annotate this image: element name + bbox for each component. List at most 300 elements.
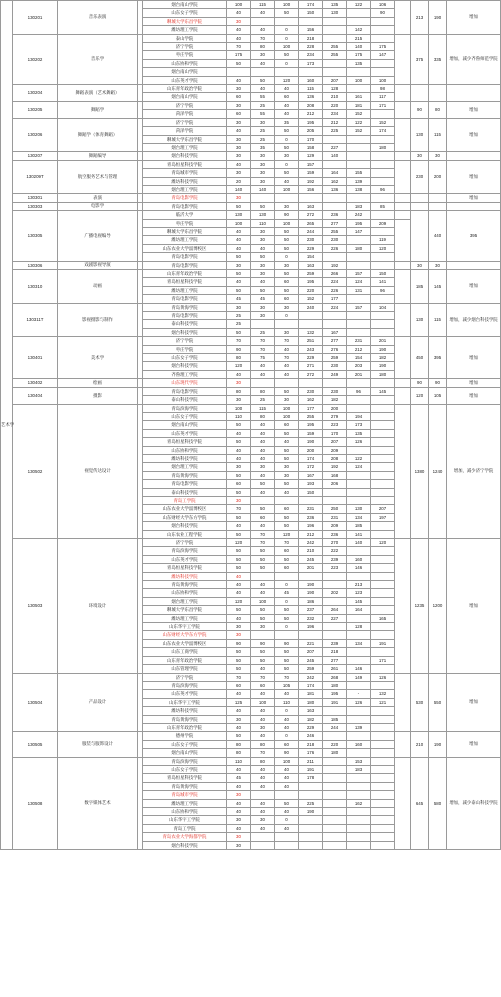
table-row <box>1 732 501 740</box>
value-cell: 153 <box>347 757 371 765</box>
value-cell: 50 <box>251 648 275 656</box>
value-cell: 174 <box>299 454 323 462</box>
value-cell: 50 <box>227 438 251 446</box>
value-cell: 40 <box>227 765 251 773</box>
major-name-cell: 舞蹈编导 <box>58 152 138 160</box>
value-cell <box>299 791 323 799</box>
value-cell <box>371 782 395 790</box>
table-row <box>1 387 501 395</box>
value-cell: 40 <box>227 446 251 454</box>
value-cell <box>371 665 395 673</box>
value-cell: 25 <box>251 127 275 135</box>
school-name-cell: 青岛滨海学院 <box>143 681 227 689</box>
plan-total-cell: 90 <box>411 101 429 118</box>
school-name-cell: 聊城大学东昌学院 <box>143 135 227 143</box>
major-name-cell: 音乐表演 <box>58 1 138 35</box>
value-cell: 30 <box>227 85 251 93</box>
value-cell: 237 <box>299 606 323 614</box>
value-cell: 125 <box>227 698 251 706</box>
value-cell: 40 <box>275 774 299 782</box>
school-name-cell: 山东管理学院 <box>143 665 227 673</box>
school-name-cell: 烟台南山学院 <box>143 68 227 76</box>
value-cell <box>323 194 347 202</box>
value-cell: 264 <box>323 606 347 614</box>
value-cell <box>323 782 347 790</box>
value-cell: 115 <box>299 85 323 93</box>
value-cell: 100 <box>227 219 251 227</box>
value-cell: 255 <box>323 43 347 51</box>
value-cell <box>371 17 395 25</box>
value-cell: 30 <box>275 328 299 336</box>
value-cell: 40 <box>275 438 299 446</box>
value-cell: 30 <box>251 261 275 269</box>
value-cell: 180 <box>323 749 347 757</box>
major-name-cell: 环境设计 <box>58 539 138 674</box>
value-cell <box>347 85 371 93</box>
value-cell: 150 <box>371 270 395 278</box>
school-name-cell: 青岛黄海学院 <box>143 471 227 479</box>
value-cell: 50 <box>275 665 299 673</box>
major-name-cell: 影视摄影与制作 <box>58 303 138 337</box>
value-cell: 40 <box>227 244 251 252</box>
value-cell <box>323 765 347 773</box>
value-cell: 30 <box>227 463 251 471</box>
value-cell <box>323 631 347 639</box>
value-cell: 156 <box>299 26 323 34</box>
value-cell: 181 <box>347 101 371 109</box>
value-cell: 90 <box>227 639 251 647</box>
value-cell <box>371 530 395 538</box>
school-name-cell: 青岛工学院 <box>143 496 227 504</box>
value-cell: 30 <box>227 143 251 151</box>
plan-total-cell: 130 <box>411 303 429 337</box>
plan-total-cell: 90 <box>411 379 429 387</box>
value-cell: 55 <box>251 110 275 118</box>
value-cell <box>323 581 347 589</box>
value-cell: 40 <box>227 26 251 34</box>
value-cell: 234 <box>323 110 347 118</box>
value-cell: 146 <box>347 564 371 572</box>
value-cell: 90 <box>251 639 275 647</box>
value-cell: 220 <box>323 740 347 748</box>
school-name-cell: 山东协和学院 <box>143 59 227 67</box>
value-cell <box>299 824 323 832</box>
value-cell: 0 <box>275 312 299 320</box>
value-cell <box>323 623 347 631</box>
discipline-cell: 艺术学 <box>1 1 13 850</box>
value-cell: 210 <box>299 547 323 555</box>
school-name-cell: 聊城大学东昌学院 <box>143 17 227 25</box>
admit-total-cell <box>429 194 447 202</box>
school-name-cell: 枣庄学院 <box>143 345 227 353</box>
value-cell: 70 <box>251 673 275 681</box>
spacer-cell <box>395 270 411 304</box>
value-cell <box>323 26 347 34</box>
value-cell: 40 <box>227 278 251 286</box>
value-cell: 40 <box>227 723 251 731</box>
value-cell: 30 <box>251 723 275 731</box>
school-name-cell: 烟台理工学院 <box>143 463 227 471</box>
value-cell: 110 <box>275 698 299 706</box>
school-name-cell: 潍坊科技学院 <box>143 177 227 185</box>
value-cell: 40 <box>275 345 299 353</box>
value-cell: 176 <box>299 749 323 757</box>
value-cell: 40 <box>251 690 275 698</box>
value-cell: 50 <box>275 286 299 294</box>
value-cell: 40 <box>251 581 275 589</box>
value-cell: 123 <box>347 589 371 597</box>
value-cell: 50 <box>275 143 299 151</box>
admit-total-cell <box>429 85 447 102</box>
value-cell <box>371 816 395 824</box>
value-cell: 40 <box>227 34 251 42</box>
table-row <box>1 539 501 547</box>
value-cell: 164 <box>347 606 371 614</box>
value-cell: 265 <box>299 219 323 227</box>
value-cell <box>275 320 299 328</box>
value-cell: 183 <box>347 765 371 773</box>
value-cell: 100 <box>371 76 395 84</box>
value-cell: 185 <box>347 522 371 530</box>
admit-total-cell: 30 <box>429 152 447 160</box>
change-note-cell: 增加 <box>447 101 501 118</box>
value-cell: 40 <box>227 76 251 84</box>
value-cell: 30 <box>275 471 299 479</box>
value-cell <box>371 841 395 849</box>
school-name-cell: 山东华宇工学院 <box>143 698 227 706</box>
value-cell: 207 <box>323 76 347 84</box>
value-cell: 177 <box>299 404 323 412</box>
value-cell: 50 <box>227 648 251 656</box>
major-code-cell: 130207 <box>13 152 58 160</box>
value-cell: 150 <box>299 9 323 17</box>
school-name-cell: 山东农业工程学院 <box>143 530 227 538</box>
value-cell <box>299 496 323 504</box>
value-cell <box>371 631 395 639</box>
value-cell: 0 <box>275 581 299 589</box>
value-cell <box>371 799 395 807</box>
school-name-cell: 山东协和学院 <box>143 446 227 454</box>
school-name-cell: 山东现代学院 <box>143 379 227 387</box>
admit-total-cell: 80 <box>429 101 447 118</box>
value-cell: 276 <box>323 345 347 353</box>
plan-total-cell: 645 <box>411 757 429 849</box>
value-cell: 50 <box>275 127 299 135</box>
spacer-cell <box>395 101 411 118</box>
value-cell <box>371 463 395 471</box>
value-cell <box>251 379 275 387</box>
major-name-cell: 表演 <box>58 194 138 202</box>
value-cell: 40 <box>251 774 275 782</box>
value-cell: 225 <box>323 127 347 135</box>
plan-total-cell: 230 <box>411 160 429 194</box>
value-cell: 80 <box>251 757 275 765</box>
value-cell: 244 <box>299 227 323 235</box>
value-cell: 55 <box>251 93 275 101</box>
value-cell: 50 <box>227 253 251 261</box>
value-cell: 40 <box>227 808 251 816</box>
school-name-cell: 山东女子学院 <box>143 765 227 773</box>
value-cell: 80 <box>251 412 275 420</box>
value-cell: 60 <box>227 681 251 689</box>
value-cell: 40 <box>227 429 251 437</box>
major-code-cell: 130301 <box>13 194 58 202</box>
value-cell: 40 <box>275 723 299 731</box>
value-cell: 194 <box>347 412 371 420</box>
value-cell: 40 <box>251 522 275 530</box>
value-cell <box>275 496 299 504</box>
value-cell: 160 <box>347 740 371 748</box>
school-name-cell: 青岛黄海学院 <box>143 715 227 723</box>
value-cell <box>323 312 347 320</box>
school-name-cell: 山东女子学院 <box>143 9 227 17</box>
school-name-cell: 潍坊理工学院 <box>143 286 227 294</box>
value-cell <box>347 496 371 504</box>
value-cell <box>323 799 347 807</box>
value-cell: 208 <box>323 454 347 462</box>
value-cell: 195 <box>299 421 323 429</box>
plan-total-cell: 1380 <box>411 404 429 539</box>
value-cell: 30 <box>227 152 251 160</box>
value-cell: 227 <box>323 143 347 151</box>
major-name-cell: 数字媒体艺术 <box>58 757 138 849</box>
table-row <box>1 152 501 160</box>
value-cell: 40 <box>275 370 299 378</box>
value-cell: 162 <box>347 799 371 807</box>
value-cell: 60 <box>251 513 275 521</box>
value-cell: 277 <box>323 337 347 345</box>
change-note-cell: 增加 <box>447 387 501 404</box>
admit-total-cell: 1240 <box>429 404 447 539</box>
value-cell: 60 <box>227 93 251 101</box>
value-cell: 110 <box>251 219 275 227</box>
value-cell: 50 <box>275 9 299 17</box>
value-cell: 163 <box>299 261 323 269</box>
value-cell: 120 <box>275 76 299 84</box>
school-name-cell: 山东华宇工学院 <box>143 623 227 631</box>
value-cell: 40 <box>251 26 275 34</box>
spacer-cell <box>395 1 411 35</box>
school-name-cell: 山东财经大学东方学院 <box>143 513 227 521</box>
major-name-cell: 服装与服饰设计 <box>58 732 138 757</box>
value-cell: 225 <box>299 799 323 807</box>
school-name-cell: 泰山科技学院 <box>143 396 227 404</box>
value-cell <box>323 17 347 25</box>
value-cell: 50 <box>275 614 299 622</box>
value-cell: 195 <box>299 278 323 286</box>
value-cell: 40 <box>227 370 251 378</box>
value-cell: 195 <box>323 690 347 698</box>
value-cell <box>299 320 323 328</box>
plan-total-cell: 213 <box>411 1 429 35</box>
value-cell <box>371 454 395 462</box>
value-cell: 180 <box>323 681 347 689</box>
value-cell: 251 <box>299 337 323 345</box>
school-name-cell: 烟台南山学院 <box>143 421 227 429</box>
value-cell: 40 <box>251 732 275 740</box>
value-cell: 191 <box>299 765 323 773</box>
school-name-cell: 青岛电影学院 <box>143 194 227 202</box>
value-cell: 230 <box>299 236 323 244</box>
value-cell: 70 <box>227 505 251 513</box>
value-cell: 271 <box>299 362 323 370</box>
value-cell: 50 <box>227 270 251 278</box>
value-cell: 122 <box>347 454 371 462</box>
change-note-cell: 增加 <box>447 1 501 35</box>
school-name-cell: 泰山学院 <box>143 34 227 42</box>
value-cell: 122 <box>347 118 371 126</box>
value-cell: 242 <box>299 539 323 547</box>
value-cell <box>323 320 347 328</box>
value-cell: 255 <box>299 412 323 420</box>
school-name-cell: 齐鲁理工学院 <box>143 370 227 378</box>
value-cell: 129 <box>299 152 323 160</box>
value-cell: 161 <box>347 93 371 101</box>
school-name-cell: 山东农业大学淄博校区 <box>143 244 227 252</box>
value-cell <box>371 488 395 496</box>
value-cell <box>371 707 395 715</box>
admit-total-cell: 105 <box>429 387 447 404</box>
value-cell <box>323 707 347 715</box>
value-cell <box>371 833 395 841</box>
spacer-cell <box>411 211 429 261</box>
value-cell: 50 <box>251 656 275 664</box>
value-cell: 215 <box>347 34 371 42</box>
value-cell: 30 <box>227 833 251 841</box>
value-cell: 272 <box>299 211 323 219</box>
value-cell: 70 <box>275 539 299 547</box>
value-cell: 60 <box>275 740 299 748</box>
value-cell: 171 <box>371 656 395 664</box>
value-cell: 50 <box>275 227 299 235</box>
value-cell: 40 <box>227 589 251 597</box>
value-cell: 40 <box>251 85 275 93</box>
table-row <box>1 757 501 765</box>
school-name-cell: 烟台科技学院 <box>143 841 227 849</box>
value-cell: 120 <box>227 362 251 370</box>
value-cell <box>275 791 299 799</box>
value-cell: 40 <box>275 690 299 698</box>
admit-total-cell: 580 <box>429 757 447 849</box>
value-cell: 40 <box>227 707 251 715</box>
school-name-cell: 青岛黄海学院 <box>143 782 227 790</box>
value-cell: 221 <box>299 639 323 647</box>
change-note-cell <box>447 261 501 269</box>
value-cell: 218 <box>323 648 347 656</box>
value-cell <box>371 589 395 597</box>
value-cell: 30 <box>275 202 299 210</box>
value-cell: 227 <box>323 614 347 622</box>
value-cell: 90 <box>275 749 299 757</box>
value-cell: 40 <box>251 421 275 429</box>
value-cell: 173 <box>347 421 371 429</box>
table-row <box>1 303 501 311</box>
value-cell: 130 <box>347 505 371 513</box>
value-cell <box>371 791 395 799</box>
value-cell: 50 <box>251 564 275 572</box>
value-cell: 35 <box>275 118 299 126</box>
value-cell: 230 <box>323 236 347 244</box>
value-cell: 210 <box>323 93 347 101</box>
value-cell: 190 <box>299 808 323 816</box>
value-cell: 209 <box>371 219 395 227</box>
value-cell: 122 <box>347 1 371 9</box>
value-cell <box>371 68 395 76</box>
major-name-cell: 音乐学 <box>58 34 138 84</box>
table-row <box>1 404 501 412</box>
value-cell: 30 <box>227 118 251 126</box>
value-cell <box>347 446 371 454</box>
table-row <box>1 202 501 210</box>
value-cell: 270 <box>323 539 347 547</box>
table-row <box>1 211 501 219</box>
value-cell: 197 <box>371 513 395 521</box>
major-code-cell: 130502 <box>13 404 58 539</box>
value-cell <box>371 396 395 404</box>
value-cell: 40 <box>227 227 251 235</box>
value-cell: 167 <box>299 471 323 479</box>
school-name-cell: 青岛恒星科技学院 <box>143 774 227 782</box>
value-cell: 30 <box>275 152 299 160</box>
value-cell: 223 <box>323 421 347 429</box>
value-cell: 180 <box>299 698 323 706</box>
value-cell: 50 <box>227 513 251 521</box>
admit-total-cell: 1200 <box>429 539 447 674</box>
value-cell: 100 <box>275 412 299 420</box>
admit-total-cell: 190 <box>429 732 447 757</box>
value-cell: 40 <box>227 824 251 832</box>
value-cell: 30 <box>227 496 251 504</box>
value-cell: 140 <box>227 185 251 193</box>
value-cell: 200 <box>299 446 323 454</box>
value-cell: 30 <box>227 816 251 824</box>
value-cell: 96 <box>371 286 395 294</box>
value-cell: 98 <box>371 85 395 93</box>
value-cell: 180 <box>347 244 371 252</box>
school-name-cell: 山东英才学院 <box>143 76 227 84</box>
value-cell: 50 <box>251 606 275 614</box>
value-cell: 50 <box>227 547 251 555</box>
value-cell <box>299 631 323 639</box>
value-cell: 70 <box>251 749 275 757</box>
value-cell: 201 <box>371 337 395 345</box>
table-row <box>1 270 501 278</box>
plan-total-cell: 30 <box>411 152 429 160</box>
value-cell: 242 <box>299 673 323 681</box>
value-cell: 60 <box>227 480 251 488</box>
value-cell: 171 <box>371 101 395 109</box>
value-cell: 115 <box>251 404 275 412</box>
major-code-cell: 130505 <box>13 732 58 757</box>
value-cell: 50 <box>275 236 299 244</box>
change-note-cell: 增加，减少烟台科技学院 <box>447 303 501 337</box>
value-cell: 226 <box>323 286 347 294</box>
table-row <box>1 337 501 345</box>
value-cell: 30 <box>227 135 251 143</box>
value-cell: 231 <box>299 505 323 513</box>
value-cell <box>251 791 275 799</box>
value-cell: 25 <box>251 396 275 404</box>
value-cell: 0 <box>275 816 299 824</box>
value-cell <box>371 774 395 782</box>
value-cell: 30 <box>227 261 251 269</box>
value-cell: 70 <box>275 354 299 362</box>
value-cell: 157 <box>347 303 371 311</box>
value-cell: 130 <box>227 211 251 219</box>
major-code-cell: 130202 <box>13 34 58 84</box>
value-cell <box>323 833 347 841</box>
value-cell: 50 <box>275 454 299 462</box>
